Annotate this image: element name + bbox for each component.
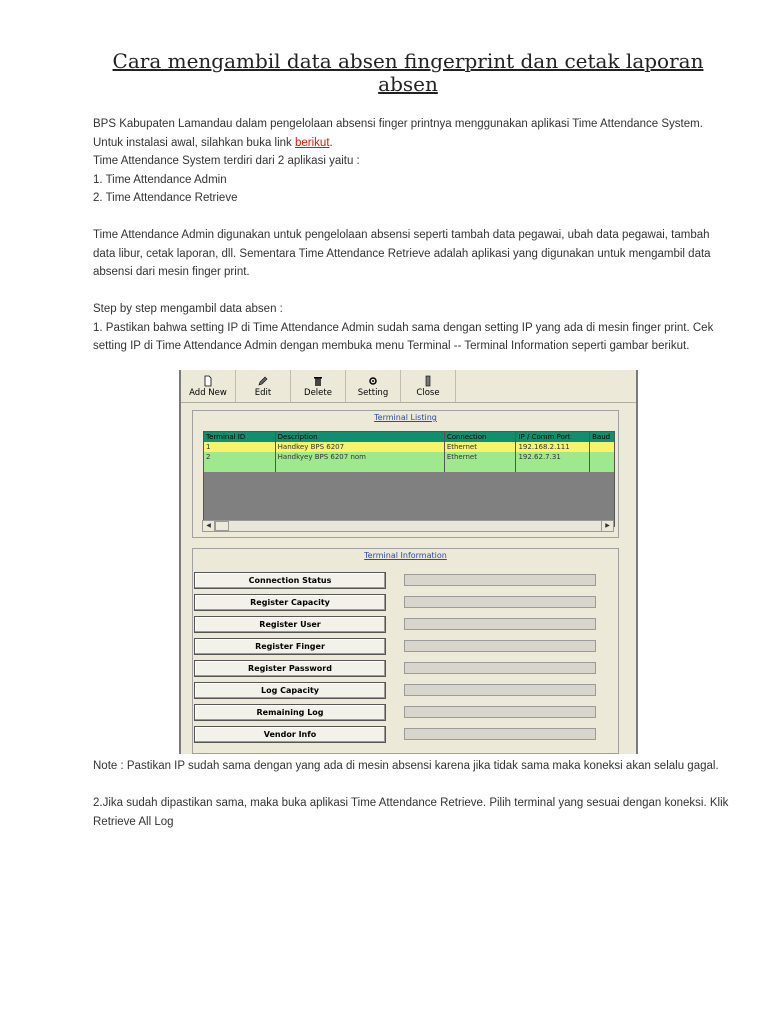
col-connection[interactable]: Connection: [445, 432, 517, 442]
paragraph-note: Note : Pastikan IP sudah sama dengan yang ada di mesin absensi karena jika tidak sama maka koneksi akan selalu gagal.: [93, 760, 719, 772]
terminal-listing-title: Terminal Listing: [374, 413, 437, 422]
setting-button[interactable]: [346, 370, 401, 402]
cell-connection: Ethernet: [445, 452, 517, 462]
list-item-retrieve: 2. Time Attendance Retrieve: [93, 192, 238, 204]
terminal-information-title: Terminal Information: [364, 551, 447, 560]
delete-button[interactable]: [291, 370, 346, 402]
scroll-thumb[interactable]: [215, 521, 229, 531]
register-password-button[interactable]: Register Password: [194, 660, 386, 677]
vendor-info-field: [404, 728, 596, 740]
add-new-button[interactable]: [181, 370, 236, 402]
info-row-register-user: [194, 616, 596, 633]
info-row-register-finger: [194, 638, 596, 655]
register-capacity-field: [404, 596, 596, 608]
article-title: Cara mengambil data absen fingerprint dan cetak laporan absen: [112, 49, 704, 96]
setting-icon: [367, 375, 379, 387]
info-row-register-capacity: [194, 594, 596, 611]
cell-id: 2: [204, 452, 276, 462]
remaining-log-field: [404, 706, 596, 718]
info-row-connection-status: [194, 572, 596, 589]
new-document-icon: [202, 375, 214, 387]
article-body-top: [93, 115, 733, 356]
grid-header: [204, 432, 614, 442]
info-row-register-password: [194, 660, 596, 677]
edit-icon: [257, 375, 269, 387]
article-body-bottom: [93, 757, 733, 831]
register-password-field: [404, 662, 596, 674]
table-row[interactable]: [204, 442, 614, 452]
cell-ip: 192.62.7.31: [516, 452, 590, 462]
scroll-right-icon[interactable]: ▶: [601, 521, 613, 531]
install-link[interactable]: berikut: [295, 136, 330, 149]
register-user-field: [404, 618, 596, 630]
toolbar: [181, 370, 636, 403]
cell-ip: 192.168.2.111: [516, 442, 590, 452]
vendor-info-button[interactable]: Vendor Info: [194, 726, 386, 743]
terminal-grid: [203, 431, 615, 527]
col-baud[interactable]: Baud: [592, 433, 611, 441]
paragraph-description: Time Attendance Admin digunakan untuk pengelolaan absensi seperti tambah data pegawai, ubah data pegawai, tambah data libur, cetak laporan, dll. Sementara Time Attendance Retrieve adalah aplikasi yang digunakan untuk mengambil data absensi dari mesin finger print.: [93, 229, 711, 278]
paragraph-intro: [93, 115, 733, 152]
scroll-left-icon[interactable]: ◀: [203, 521, 215, 531]
terminal-screenshot: [179, 370, 638, 754]
edit-label: Edit: [254, 387, 272, 398]
table-row-empty[interactable]: [204, 462, 614, 472]
info-row-log-capacity: [194, 682, 596, 699]
horizontal-scrollbar[interactable]: [202, 520, 614, 532]
edit-button[interactable]: [236, 370, 291, 402]
log-capacity-button[interactable]: Log Capacity: [194, 682, 386, 699]
paragraph-step-1: 1. Pastikan bahwa setting IP di Time Attendance Admin sudah sama dengan setting IP yang ada di mesin finger print. Cek setting IP di Time Attendance Admin dengan membuka menu Terminal -- Terminal Information seperti gambar berikut.: [93, 321, 714, 352]
intro-end: .: [329, 136, 333, 149]
intro-text: BPS Kabupaten Lamandau dalam pengelolaan absensi finger printnya menggunakan aplikasi Time Attendance System. Untuk instalasi awal, silahkan buka link: [93, 118, 703, 149]
paragraph-step-2: 2.Jika sudah dipastikan sama, maka buka aplikasi Time Attendance Retrieve. Pilih terminal yang sesuai dengan koneksi. Klik Retrieve All Log: [93, 797, 729, 828]
register-finger-field: [404, 640, 596, 652]
col-ip[interactable]: IP / Comm Port: [516, 432, 590, 442]
cell-description: Handkyey BPS 6207 nom: [276, 452, 445, 462]
col-description[interactable]: Description: [276, 432, 445, 442]
log-capacity-field: [404, 684, 596, 696]
info-row-vendor-info: [194, 726, 596, 743]
connection-status-field: [404, 574, 596, 586]
cell-baud: [590, 452, 614, 462]
cell-connection: Ethernet: [445, 442, 517, 452]
close-door-icon: [422, 375, 434, 387]
info-row-remaining-log: [194, 704, 596, 721]
remaining-log-button[interactable]: Remaining Log: [194, 704, 386, 721]
register-capacity-button[interactable]: Register Capacity: [194, 594, 386, 611]
col-terminal-id[interactable]: Terminal ID: [204, 432, 276, 442]
connection-status-button[interactable]: Connection Status: [194, 572, 386, 589]
cell-id: 1: [204, 442, 276, 452]
delete-icon: [312, 375, 324, 387]
delete-label: Delete: [304, 387, 332, 398]
cell-baud: [590, 442, 614, 452]
close-label: Close: [416, 387, 440, 398]
terminal-listing-group: [192, 410, 619, 538]
list-item-admin: 1. Time Attendance Admin: [93, 173, 227, 186]
table-row[interactable]: [204, 452, 614, 462]
close-button[interactable]: [401, 370, 456, 402]
register-finger-button[interactable]: Register Finger: [194, 638, 386, 655]
paragraph-apps: Time Attendance System terdiri dari 2 aplikasi yaitu :: [93, 155, 360, 167]
paragraph-steps-heading: Step by step mengambil data absen :: [93, 303, 283, 315]
register-user-button[interactable]: Register User: [194, 616, 386, 633]
add-new-label: Add New: [189, 387, 227, 398]
cell-description: Handkey BPS 6207: [276, 442, 445, 452]
setting-label: Setting: [357, 387, 389, 398]
